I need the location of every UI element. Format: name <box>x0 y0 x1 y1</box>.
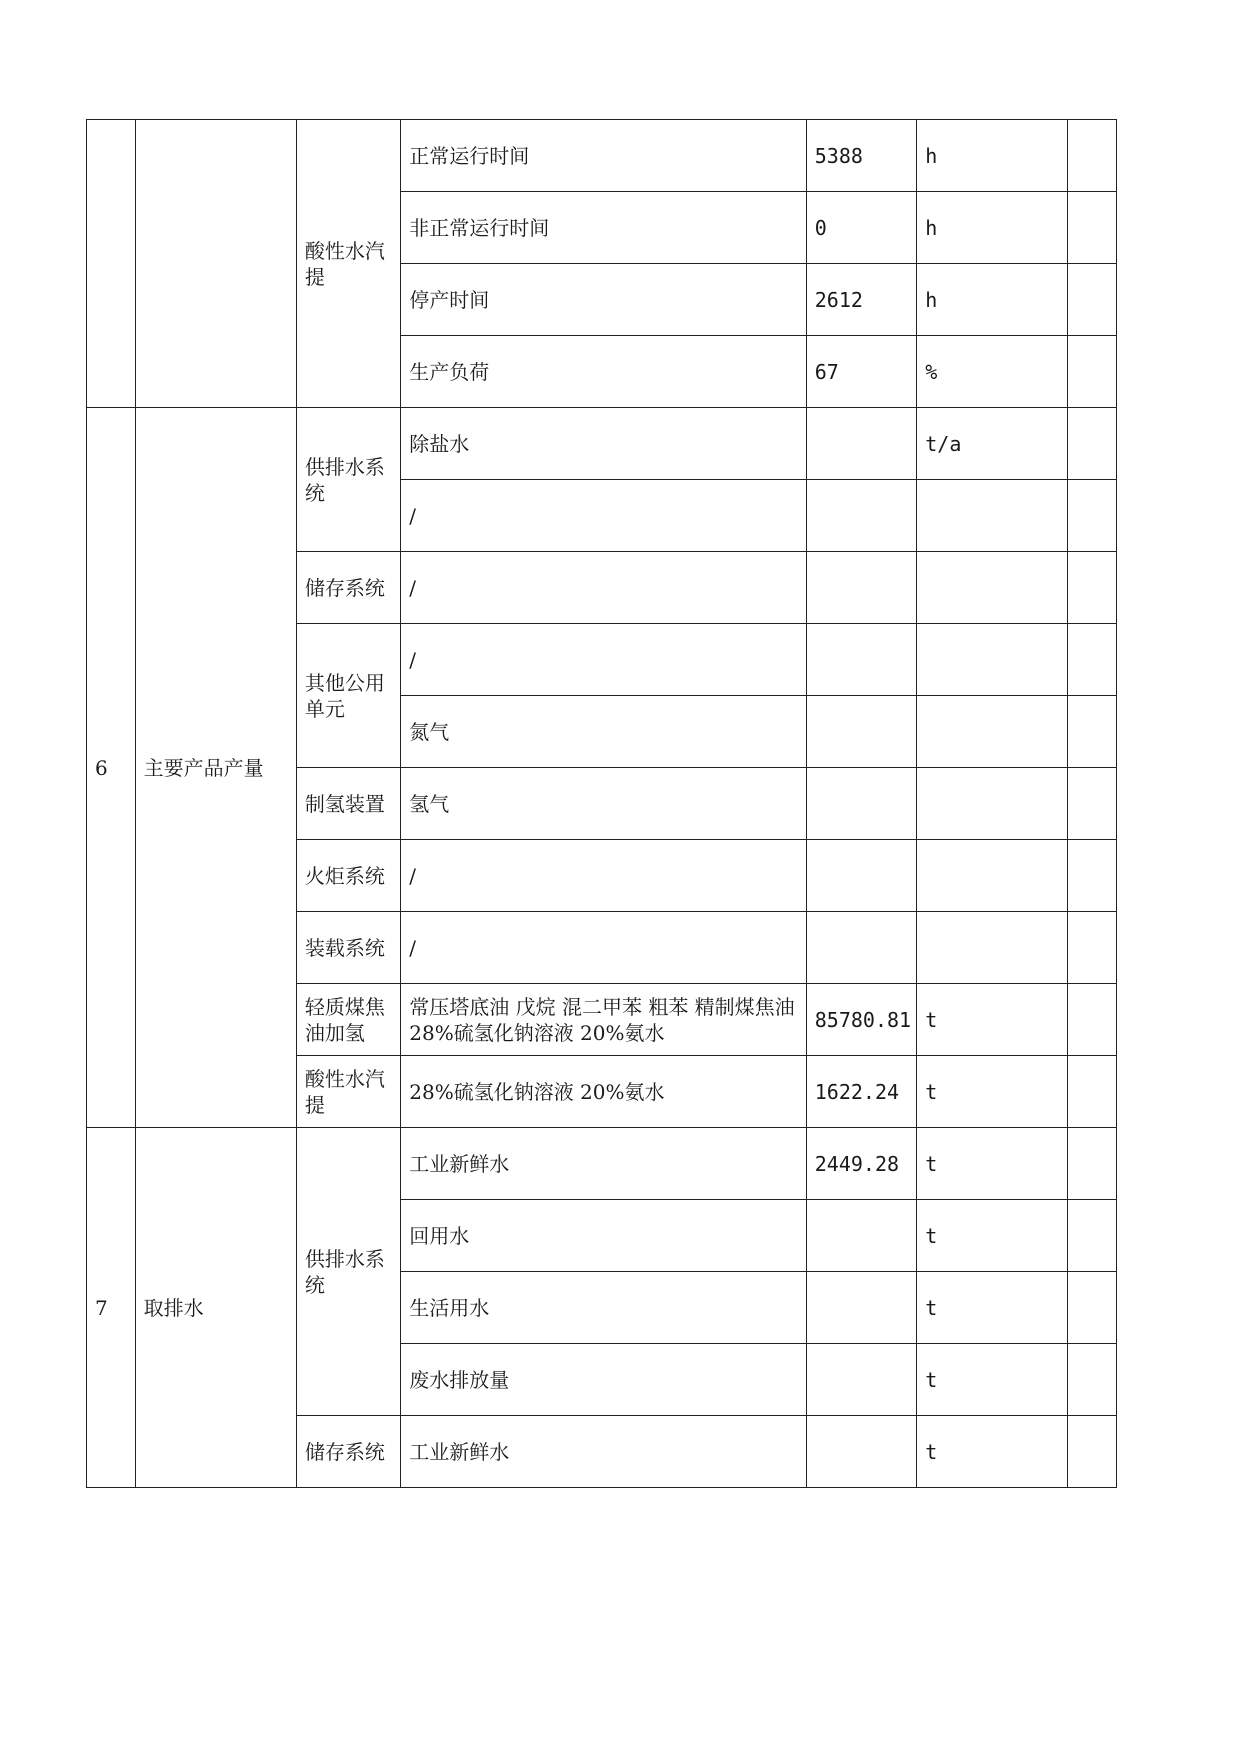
subsystem-cell: 制氢装置 <box>296 768 400 840</box>
item-cell: / <box>401 912 807 984</box>
subsystem-cell: 储存系统 <box>296 1416 400 1488</box>
subsystem-cell: 酸性水汽提 <box>296 120 400 408</box>
value-cell: 85780.81 <box>806 984 917 1056</box>
remark-cell <box>1068 552 1117 624</box>
unit-cell: t <box>917 1056 1068 1128</box>
remark-cell <box>1068 1200 1117 1272</box>
item-cell: 正常运行时间 <box>401 120 807 192</box>
value-cell <box>806 1344 917 1416</box>
value-cell: 5388 <box>806 120 917 192</box>
value-cell: 0 <box>806 192 917 264</box>
value-cell: 2449.28 <box>806 1128 917 1200</box>
item-cell: 氢气 <box>401 768 807 840</box>
remark-cell <box>1068 624 1117 696</box>
remark-cell <box>1068 480 1117 552</box>
item-cell: / <box>401 840 807 912</box>
remark-cell <box>1068 696 1117 768</box>
unit-cell <box>917 696 1068 768</box>
item-cell: / <box>401 552 807 624</box>
unit-cell: t <box>917 1344 1068 1416</box>
table-row <box>87 1128 1117 1200</box>
value-cell <box>806 552 917 624</box>
subsystem-cell: 火炬系统 <box>296 840 400 912</box>
subsystem-cell: 其他公用单元 <box>296 624 400 768</box>
category-cell: 主要产品产量 <box>135 408 296 1128</box>
unit-cell: % <box>917 336 1068 408</box>
subsystem-cell: 储存系统 <box>296 552 400 624</box>
item-cell: 工业新鲜水 <box>401 1416 807 1488</box>
row-number-cell: 6 <box>87 408 136 1128</box>
value-cell <box>806 1416 917 1488</box>
unit-cell: t <box>917 1200 1068 1272</box>
remark-cell <box>1068 336 1117 408</box>
remark-cell <box>1068 1128 1117 1200</box>
item-cell: 废水排放量 <box>401 1344 807 1416</box>
value-cell <box>806 912 917 984</box>
subsystem-cell: 轻质煤焦油加氢 <box>296 984 400 1056</box>
value-cell: 2612 <box>806 264 917 336</box>
unit-cell: t/a <box>917 408 1068 480</box>
unit-cell: t <box>917 1416 1068 1488</box>
row-number-cell <box>87 120 136 408</box>
remark-cell <box>1068 1344 1117 1416</box>
remark-cell <box>1068 1056 1117 1128</box>
data-table <box>86 119 1117 1488</box>
row-number-cell: 7 <box>87 1128 136 1488</box>
unit-cell <box>917 912 1068 984</box>
unit-cell <box>917 840 1068 912</box>
table-row <box>87 120 1117 192</box>
unit-cell: h <box>917 264 1068 336</box>
remark-cell <box>1068 768 1117 840</box>
subsystem-cell: 装载系统 <box>296 912 400 984</box>
value-cell <box>806 1272 917 1344</box>
table-row <box>87 408 1117 480</box>
item-cell: 28%硫氢化钠溶液 20%氨水 <box>401 1056 807 1128</box>
remark-cell <box>1068 1272 1117 1344</box>
remark-cell <box>1068 912 1117 984</box>
value-cell <box>806 480 917 552</box>
subsystem-cell: 供排水系统 <box>296 408 400 552</box>
subsystem-cell: 供排水系统 <box>296 1128 400 1416</box>
unit-cell: t <box>917 1272 1068 1344</box>
unit-cell <box>917 552 1068 624</box>
value-cell <box>806 840 917 912</box>
unit-cell <box>917 768 1068 840</box>
unit-cell <box>917 624 1068 696</box>
value-cell <box>806 624 917 696</box>
item-cell: 工业新鲜水 <box>401 1128 807 1200</box>
category-cell: 取排水 <box>135 1128 296 1488</box>
remark-cell <box>1068 264 1117 336</box>
unit-cell: t <box>917 1128 1068 1200</box>
remark-cell <box>1068 408 1117 480</box>
value-cell <box>806 696 917 768</box>
category-cell <box>135 120 296 408</box>
item-cell: 回用水 <box>401 1200 807 1272</box>
value-cell <box>806 768 917 840</box>
item-cell: 常压塔底油 戊烷 混二甲苯 粗苯 精制煤焦油 28%硫氢化钠溶液 20%氨水 <box>401 984 807 1056</box>
item-cell: 生活用水 <box>401 1272 807 1344</box>
item-cell: 生产负荷 <box>401 336 807 408</box>
unit-cell: h <box>917 120 1068 192</box>
item-cell: / <box>401 624 807 696</box>
subsystem-cell: 酸性水汽提 <box>296 1056 400 1128</box>
remark-cell <box>1068 192 1117 264</box>
unit-cell: t <box>917 984 1068 1056</box>
item-cell: 氮气 <box>401 696 807 768</box>
value-cell <box>806 1200 917 1272</box>
item-cell: 非正常运行时间 <box>401 192 807 264</box>
value-cell: 1622.24 <box>806 1056 917 1128</box>
item-cell: 除盐水 <box>401 408 807 480</box>
unit-cell <box>917 480 1068 552</box>
item-cell: 停产时间 <box>401 264 807 336</box>
value-cell <box>806 408 917 480</box>
remark-cell <box>1068 840 1117 912</box>
item-cell: / <box>401 480 807 552</box>
remark-cell <box>1068 984 1117 1056</box>
remark-cell <box>1068 1416 1117 1488</box>
unit-cell: h <box>917 192 1068 264</box>
value-cell: 67 <box>806 336 917 408</box>
remark-cell <box>1068 120 1117 192</box>
